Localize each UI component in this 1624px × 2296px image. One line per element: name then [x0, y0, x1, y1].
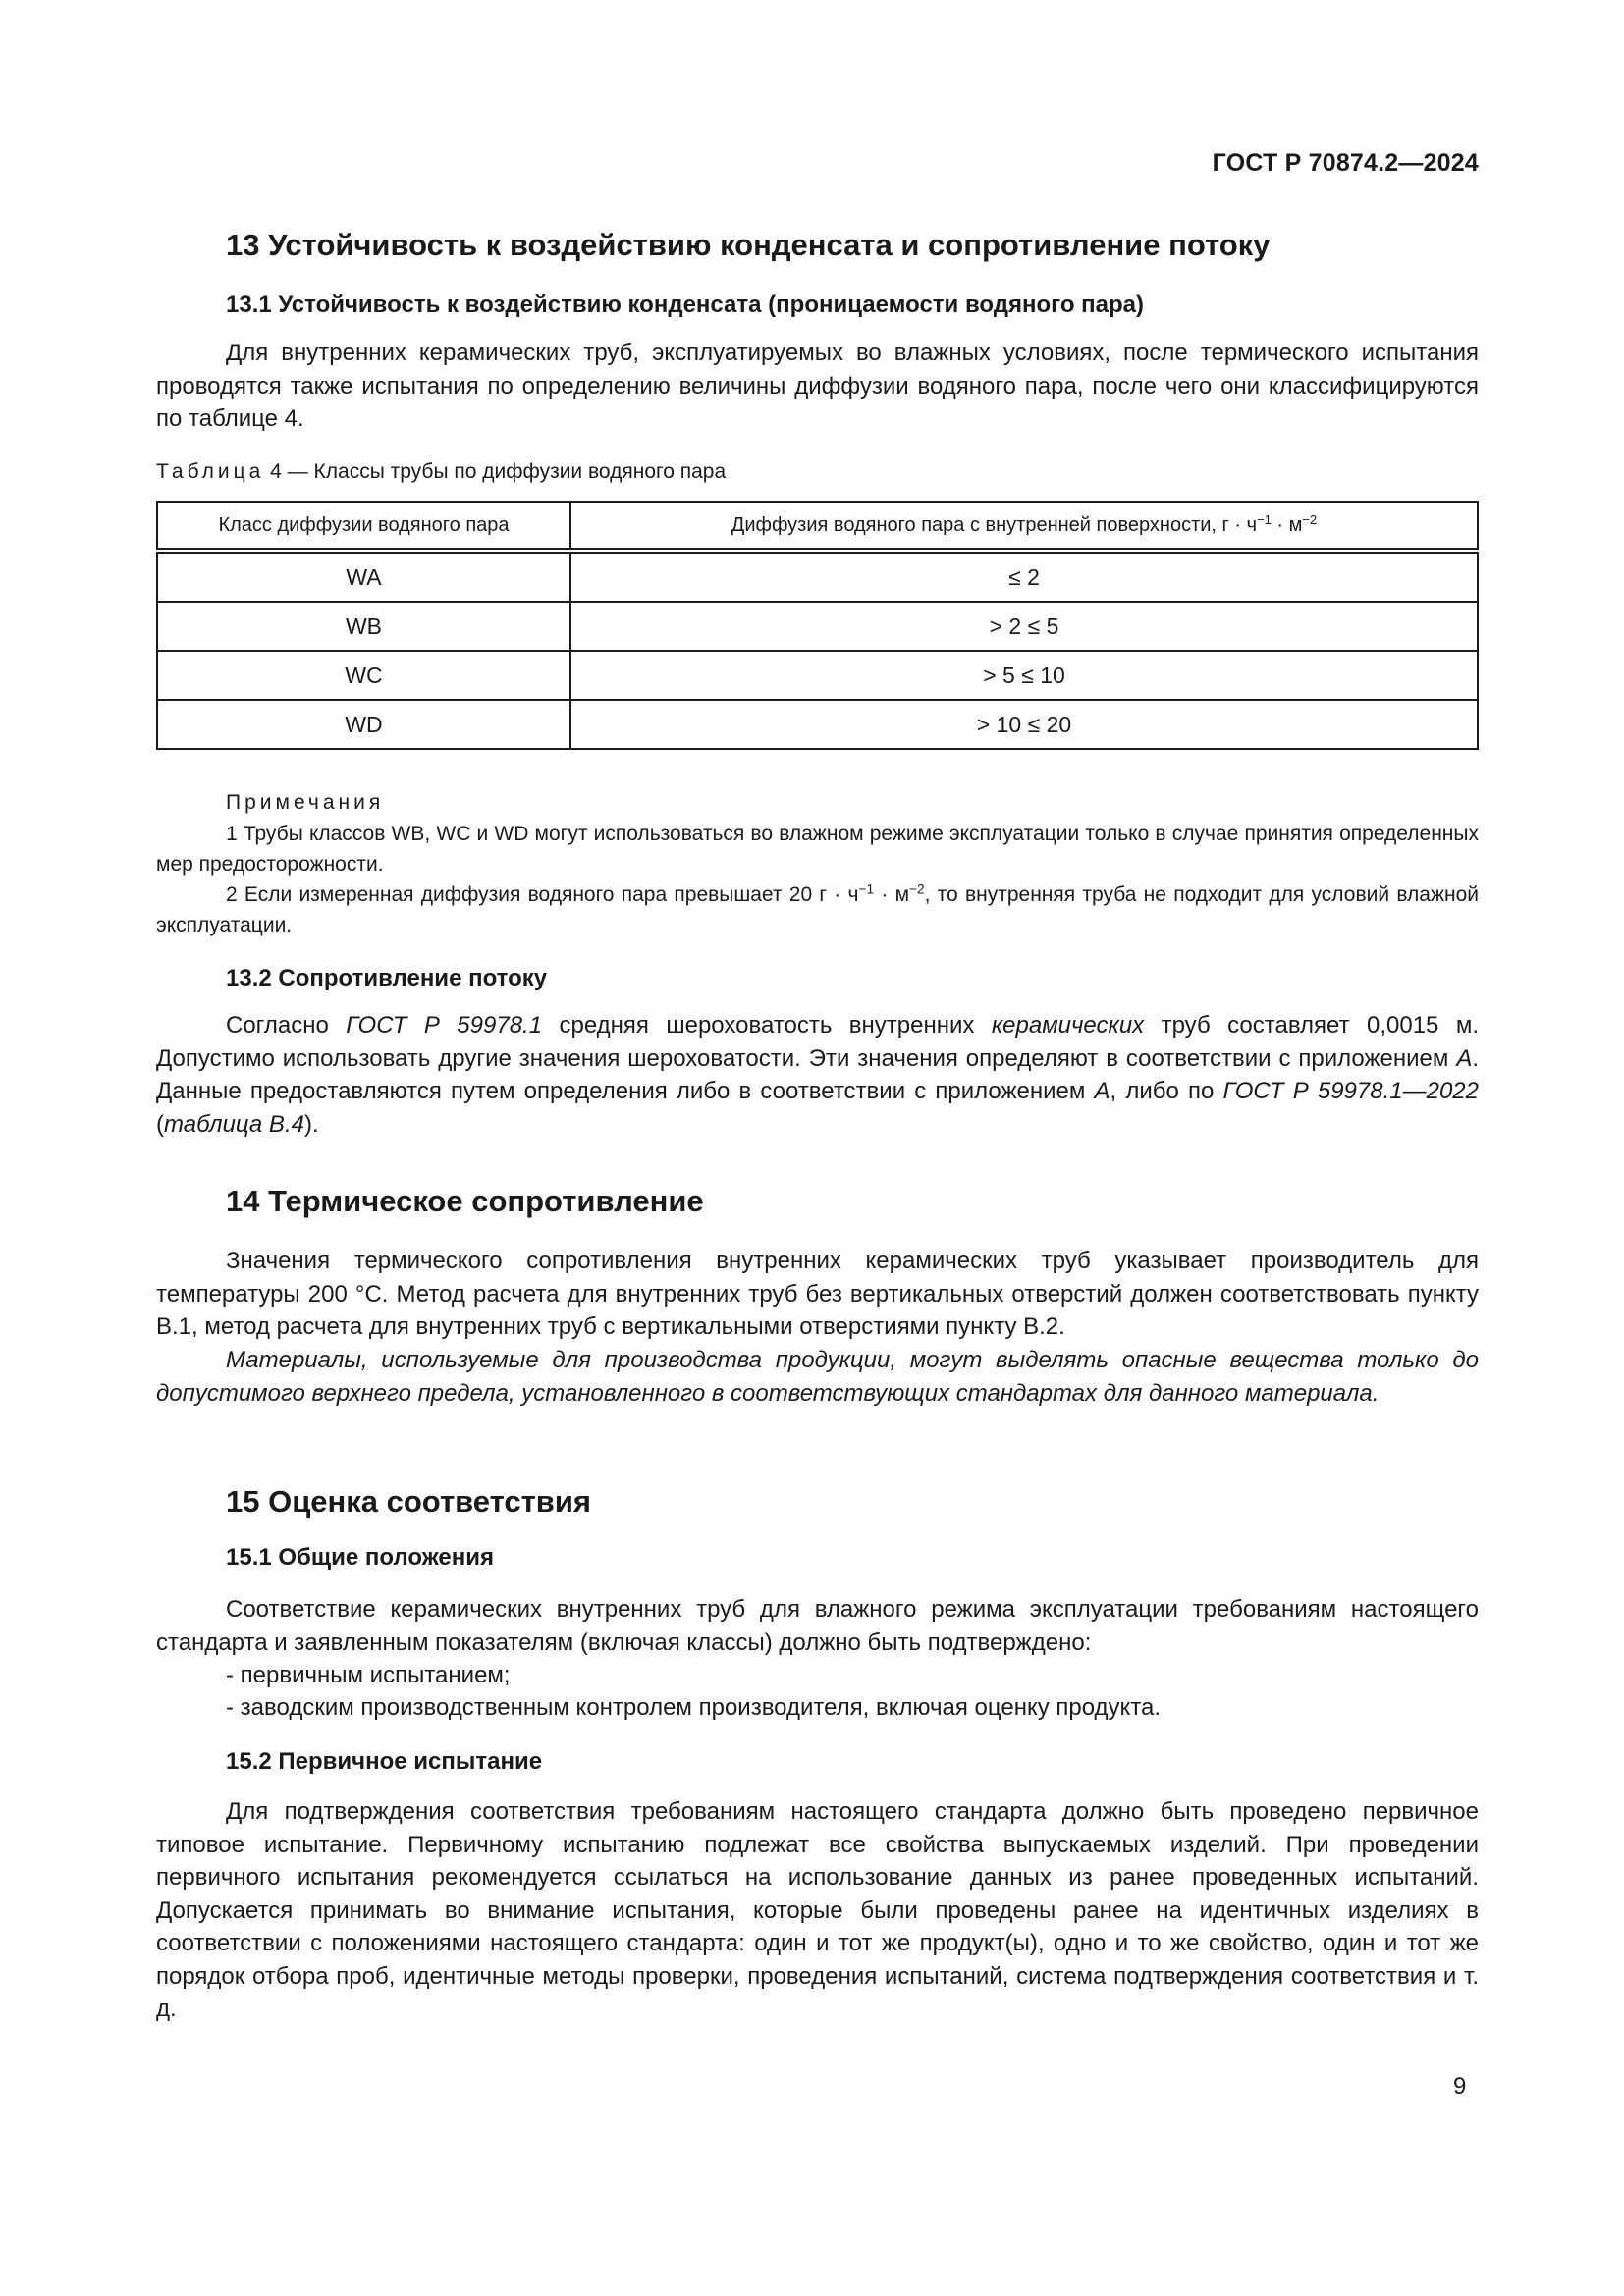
section-13-2-text: Согласно ГОСТ Р 59978.1 средняя шероховатость внутренних керамических труб составляет 0,0015 м. Допустимо использовать другие значения шероховатости. Эти значения определяют в соответствии с приложением А. Данные предоставляются путем определения либо в соответствии с приложением А, либо по ГОСТ Р 59978.1—2022 (таблица В.4).	[156, 1012, 1480, 1138]
section-15-1-heading: 15.1 Общие положения	[226, 1544, 495, 1571]
document-id-header: ГОСТ Р 70874.2—2024	[1212, 149, 1479, 177]
table-caption-label: Таблица	[156, 460, 265, 483]
section-15-2-text: Для подтверждения соответствия требованиям настоящего стандарта должно быть проведено первичное типовое испытание. Первичному испытанию подлежат все свойства выпускаемых изделий. При проведении первичного испытания рекомендуется ссылаться на использование данных из ранее проведенных испытаний. Допускается принимать во внимание испытания, которые были проведены ранее на идентичных изделиях в соответствии с положениями настоящего стандарта: один и тот же продукт(ы), одно и то же свойство, один и тот же порядок отбора проб, идентичные методы проверки, проведения испытаний, система подтверждения соответствия и т. д.	[156, 1798, 1479, 2022]
table-cell-class: WD	[157, 700, 570, 749]
table-header-class: Класс диффузии водяного пара	[157, 502, 570, 551]
section-15-2-heading: 15.2 Первичное испытание	[226, 1748, 543, 1775]
table-cell-class: WB	[157, 602, 570, 651]
page-number: 9	[1453, 2073, 1467, 2100]
section-13-2-heading: 13.2 Сопротивление потоку	[226, 965, 548, 991]
note-2: 2 Если измеренная диффузия водяного пара превышает 20 $г \cdot ч^{-1} \cdot м^{-2}$, то внутренняя труба не подходит для условий влажной эксплуатации.	[156, 881, 1480, 936]
section-15-1-text: Соответствие керамических внутренних труб для влажного режима эксплуатации требованиям настоящего стандарта и заявленным показателям (включая классы) должно быть подтверждено:	[156, 1596, 1479, 1656]
section-13-heading: 13 Устойчивость к воздействию конденсата и сопротивление потоку	[226, 228, 1271, 262]
list-item: - заводским производственным контролем производителя, включая оценку продукта.	[226, 1694, 1162, 1721]
table-4-caption	[156, 458, 1479, 486]
section-13-1-heading: 13.1 Устойчивость к воздействию конденсата (проницаемости водяного пара)	[226, 292, 1144, 318]
table-cell-value: ≤ 2	[570, 551, 1478, 602]
table-row	[157, 602, 1478, 651]
table-header-row	[157, 502, 1478, 551]
table-caption-text: 4 — Классы трубы по диффузии водяного пара	[264, 460, 727, 483]
table-row	[157, 700, 1478, 749]
table-4-wrapper	[156, 501, 1479, 750]
section-15-heading: 15 Оценка соответствия	[226, 1484, 591, 1519]
table-cell-value: > 5 ≤ 10	[570, 651, 1478, 700]
list-item: - первичным испытанием;	[226, 1662, 511, 1688]
table-cell-class: WA	[157, 551, 570, 602]
table-header-diffusion: Диффузия водяного пара с внутренней поверхности, $г \cdot ч^{-1} \cdot м^{-2}$	[570, 502, 1478, 551]
table-row	[157, 651, 1478, 700]
note-1: 1 Трубы классов WB, WC и WD могут использоваться во влажном режиме эксплуатации только в случае принятия определенных мер предосторожности.	[156, 823, 1479, 876]
section-13-1-text: Для внутренних керамических труб, эксплуатируемых во влажных условиях, после термического испытания проводятся также испытания по определению величины диффузии водяного пара, после чего они классифицируются по таблице 4.	[156, 340, 1479, 432]
section-14-text-1: Значения термического сопротивления внутренних керамических труб указывает производитель для температуры 200 °С. Метод расчета для внутренних труб без вертикальных отверстий должен соответствовать пункту В.1, метод расчета для внутренних труб с вертикальными отверстиями пункту В.2.	[156, 1248, 1479, 1340]
table-row	[157, 551, 1478, 602]
section-14-text-2: Материалы, используемые для производства продукции, могут выделять опасные вещества только до допустимого верхнего предела, установленного в соответствующих стандартах для данного материала.	[156, 1347, 1479, 1407]
section-14-heading: 14 Термическое сопротивление	[226, 1184, 704, 1218]
table-cell-value: > 10 ≤ 20	[570, 700, 1478, 749]
table-cell-value: > 2 ≤ 5	[570, 602, 1478, 651]
notes-title: Примечания	[226, 791, 385, 814]
table-4	[156, 501, 1479, 750]
table-cell-class: WC	[157, 651, 570, 700]
